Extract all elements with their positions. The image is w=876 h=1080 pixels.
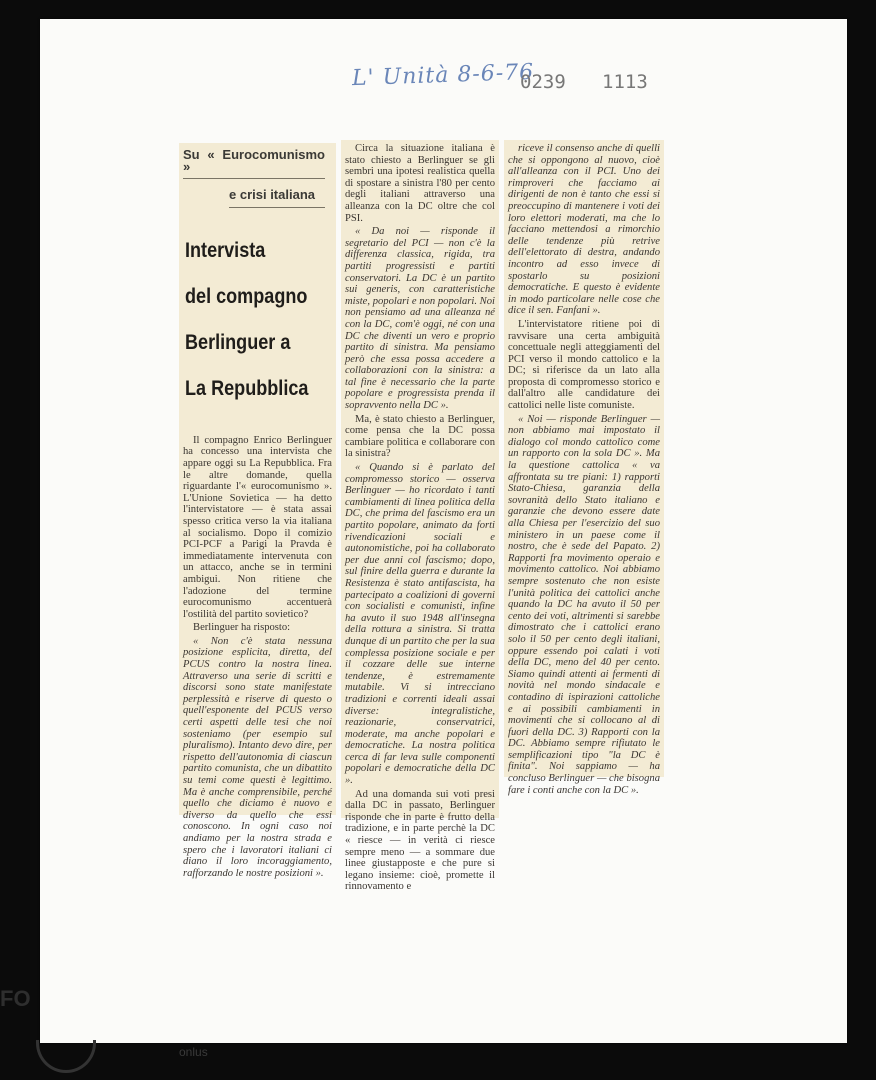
archive-code-1: 0239 (520, 71, 566, 93)
handwritten-annotation: L' Unità 8-6-76 (351, 59, 535, 92)
headline-line: del compagno (185, 284, 308, 308)
watermark-onlus: onlus (179, 1045, 208, 1059)
paragraph: « Da noi — risponde il segretario del PCI — non c'è la differenza classica, rigida, tra partiti progressisti e partiti conservatori. La DC è un partito sui generis, con caratteristiche miste, popolari e non popolari. Noi non pensiamo ad una alleanza né con la DC, com'è oggi, né con una DC che diventi un vero e proprio partito di sinistra. Ma pensiamo però che essa possa accedere a collaborazioni con la sinistra: a tal fine è necessario che la parte popolare e progressista prenda il sopravvento nella DC ». (345, 226, 495, 412)
paragraph: Circa la situazione italiana è stato chiesto a Berlinguer se gli sembri una ipotesi realistica quella di spostare a sinistra l'80 per cento degli italiani attraverso una alleanza con la DC oltre che col PSI. (345, 143, 495, 224)
kicker-eurocomunismo: Su « Eurocomunismo » (183, 149, 325, 179)
watermark-logo: FO (0, 986, 31, 1011)
paragraph: Ad una domanda sui voti presi dalla DC in passato, Berlinguer risponde che in parte è frutto della tradizione, e in parte perchè la DC « riesce — in verità ci riesce sempre meno — a sommare due linee giustapposte e che pure si legano insieme: cioè, promette il rinnovamento e (345, 788, 495, 893)
paragraph: Il compagno Enrico Berlinguer ha concesso una intervista che appare oggi su La Repubblica. Fra le altre domande, quella riguardante l'« eurocomunismo ». L'Unione Sovietica — ha detto l'intervistatore — è stata assai spesso critica verso la via italiana al socialismo. Dopo il comizio PCI-PCF a Parigi la Pravda è immediatamente intervenuta con un attacco, anche se in termini ambigui. Non ritiene che l'adozione del termine eurocomunismo accentuerà l'ostilità del partito sovietico? (183, 434, 332, 620)
archive-code-2: 1113 (602, 71, 648, 93)
headline-line: Intervista (185, 238, 266, 262)
headline-line: Berlinguer a (185, 330, 291, 354)
clipping-column-3 (504, 140, 664, 796)
kicker-crisi: e crisi italiana (229, 189, 325, 208)
headline-line: La Repubblica (185, 376, 309, 400)
headline (185, 228, 315, 412)
clipping-column-1 (179, 143, 336, 879)
paragraph: Ma, è stato chiesto a Berlinguer, come pensa che la DC possa cambiare politica e collaborare con la sinistra? (345, 413, 495, 460)
watermark-logo-circle-icon (36, 1040, 96, 1073)
paragraph: riceve il consenso anche di quelli che si oppongono al nuovo, cioè all'alleanza con il PCI. Uno dei rimproveri che facciamo ai dirigenti de non è tanto che essi si preoccupino di mantenere i voti dei loro elettori moderati, ma che lo facciano mettendosi a rimorchio delle tendenze più retrive dell'elettorato di destra, andando incontro ad esso invece di spostarlo su posizioni democratiche. E questo è evidente in modo particolare nelle cose che dice il sen. Fanfani ». (508, 143, 660, 317)
paragraph: « Quando si è parlato del compromesso storico — osserva Berlinguer — ho ricordato i tanti cambiamenti di linea politica della DC, che prima del fascismo era un partito popolare, animato da forti rivendicazioni sociali e autonomistiche, poi ha collaborato per due anni col fascismo; dopo, sul finire della guerra e durante la Resistenza è stato antifascista, ha partecipato a coalizioni di governi con socialisti e comunisti, infine ha avuto il suo 1948 all'insegna della rottura a sinistra. Si tratta dunque di un partito che per la sua complessa posizione sociale e per il cozzare delle sue interne tendenze, è estremamente mutabile. Vi si intrecciano tradizioni e correnti ideali assai diverse: integralistiche, reazionarie, conservatrici, moderate, ma anche popolari e democratiche. La nostra politica cerca di far leva sulle componenti popolari e democratiche della DC ». (345, 462, 495, 787)
paragraph: L'intervistatore ritiene poi di ravvisare una certa ambiguità concettuale negli atteggiamenti del PCI verso il mondo cattolico e la DC; si riferisce da un lato alla proposta di compromesso storico e dall'altro alle candidature dei cattolici nelle liste comuniste. (508, 318, 660, 412)
clipping-column-2 (341, 140, 499, 893)
paragraph: « Noi — risponde Berlinguer — non abbiamo mai impostato il dialogo col mondo cattolico come un rapporto con la sola DC ». Ma la questione cattolica « va affrontata su tre piani: 1) rapporti Stato-Chiesa, garanzia della sovranità dello Stato italiano e garanzie che devono essere date alla Chiesa per l'esercizio del suo ministero in un paese come il nostro, che è sede del Papato. 2) Rapporti fra movimento operaio e movimento cattolico. Noi abbiamo sempre sostenuto che non esiste l'unità politica dei cattolici anche quando la DC ha avuto il 50 per cento dei voti, altrimenti si sarebbe dimostrato che i cattolici erano solo il 50 per cento degli italiani, oppure essendo poi calati i voti della DC, meno del 40 per cento. Siamo quindi attenti ai fermenti di novità nel mondo sindacale e contadino di ispirazioni cattoliche e ai possibili cambiamenti in movimenti che si collocano al di fuori della DC. 3) Rapporti con la DC. Abbiamo sempre rifiutato le semplificazioni tipo "la DC è finita". Noi sappiamo — ha concluso Berlinguer — che bisogna fare i conti anche con la DC ». (508, 413, 660, 796)
paragraph: Berlinguer ha risposto: (193, 622, 291, 634)
paragraph: « Non c'è stata nessuna posizione esplicita, diretta, del PCUS contro la nostra linea. Attraverso una serie di scritti e discorsi sono state manifestate perplessità e riserve di questo o quell'esponente del PCUS verso certi aspetti delle tesi che noi sosteniamo (per esempio sul pluralismo). Intanto devo dire, per rispetto dell'autonomia di ciascun partito comunista, che un dibattito su temi come questi è legittimo. Ma è anche comprensibile, perché quello che diciamo è nuovo e diverso da quello che essi conoscono. In ogni caso noi andiamo per la nostra strada e spero che i lavoratori italiani ci diano il loro incoraggiamento, rafforzando le nostre posizioni ». (183, 635, 332, 879)
